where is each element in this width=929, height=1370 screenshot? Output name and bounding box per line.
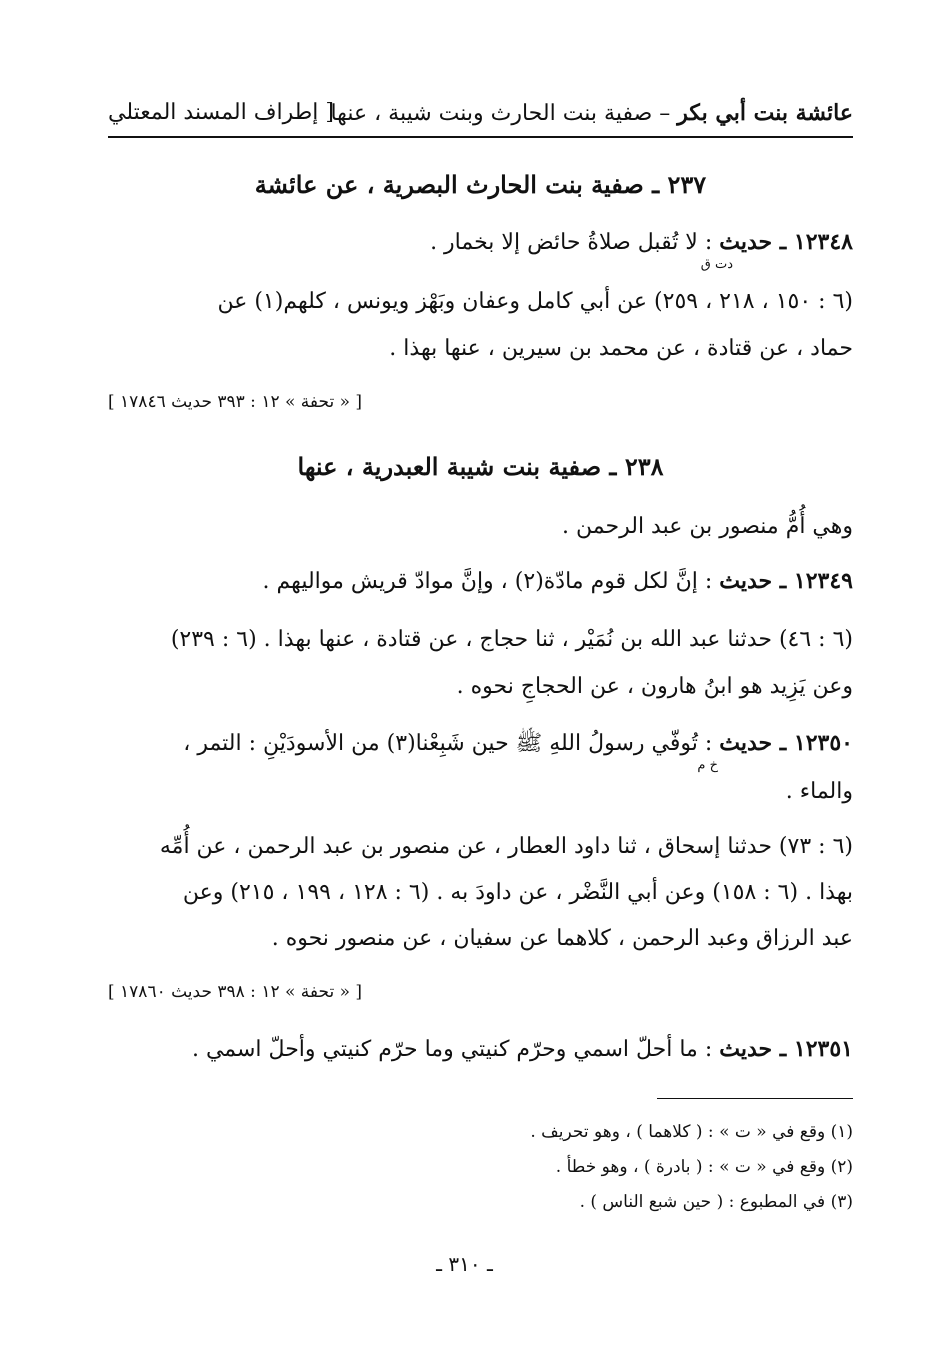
hadith-number: ١٢٣٤٨ ـ حديث <box>719 229 853 255</box>
tuhfa-reference-text: [ « تحفة » ١٢ : ٣٩٣ حديث ١٧٨٤٦ ] <box>108 392 363 412</box>
hadith-text: : تُوفّي رسولُ اللهِ ﷺ حين شَبِعْنا(٣) من الأسودَيْنِ : التمر ، <box>183 731 713 756</box>
hadith-sigla: خ م <box>697 758 718 773</box>
hadith-12350 <box>108 730 853 773</box>
header-book-title: [ إطراف المسند المعتلي <box>108 100 334 125</box>
running-header <box>108 96 853 138</box>
section-title-237: ٢٣٧ ـ صفية بنت الحارث البصرية ، عن عائشة <box>254 170 707 199</box>
footnote-1: (١) وقع في « ت » : ( كلاهما ) ، وهو تحريف . <box>530 1122 853 1142</box>
hadith-12351 <box>108 1036 853 1063</box>
hadith-number: ١٢٣٤٩ ـ حديث <box>719 568 853 594</box>
hadith-12348 <box>108 229 853 272</box>
tuhfa-reference <box>108 982 853 1002</box>
chain-line: (٦ : ٤٦) حدثنا عبد الله بن نُمَيْر ، ثنا حجاج ، عن قتادة ، عنها بهذا . (٦ : ٢٣٩) <box>170 627 853 652</box>
chain-line: عبد الرزاق وعبد الرحمن ، كلاهما عن سفيان ، عن منصور نحوه . <box>271 926 853 951</box>
hadith-number: ١٢٣٥١ ـ حديث <box>719 1036 853 1062</box>
hadith-text: : ما أحلّ اسمي وحرّم كنيتي وما حرّم كنيتي وأحلّ اسمي . <box>191 1037 713 1062</box>
tuhfa-reference-text: [ « تحفة » ١٢ : ٣٩٨ حديث ١٧٨٦٠ ] <box>108 982 363 1002</box>
hadith-continuation: والماء . <box>785 779 853 804</box>
section-title-238: ٢٣٨ ـ صفية بنت شيبة العبدرية ، عنها <box>297 452 664 481</box>
chain-line: (٦ : ١٥٠ ، ٢١٨ ، ٢٥٩) عن أبي كامل وعفان وبَهْز ويونس ، كلهم(١) عن <box>217 289 853 314</box>
hadith-text: : لا تُقبل صلاةُ حائض إلا بخمار . <box>430 230 713 255</box>
page-number: ـ ٣١٠ ـ <box>436 1252 493 1276</box>
hadith-text: : إنَّ لكل قوم مادّة(٢) ، وإنَّ موادّ قريش مواليهم . <box>262 569 713 594</box>
chain-line: حماد ، عن قتادة ، عن محمد بن سيرين ، عنها بهذا . <box>389 336 853 361</box>
chain-line: بهذا . (٦ : ١٥٨) وعن أبي النَّضْر ، عن داودَ به . (٦ : ١٢٨ ، ١٩٩ ، ٢١٥) وعن <box>182 880 853 905</box>
footnote-2: (٢) وقع في « ت » : ( بادرة ) ، وهو خطأ . <box>555 1157 853 1177</box>
tuhfa-reference <box>108 392 853 412</box>
chain-line: (٦ : ٧٣) حدثنا إسحاق ، ثنا داود العطار ، عن منصور بن عبد الرحمن ، عن أُمِّه <box>159 834 853 859</box>
footnote-3: (٣) في المطبوع : ( حين شبع الناس ) . <box>579 1192 853 1212</box>
header-title <box>330 100 853 126</box>
header-right-subtitle: – صفية بنت الحارث وبنت شيبة ، عنها <box>330 101 671 126</box>
section-intro: وهي أُمُّ منصور بن عبد الرحمن . <box>562 514 853 539</box>
header-right-title: عائشة بنت أبي بكر <box>677 100 853 126</box>
footnote-divider <box>657 1098 853 1099</box>
hadith-number: ١٢٣٥٠ ـ حديث <box>719 730 853 756</box>
hadith-sigla: دت ق <box>700 257 733 272</box>
hadith-12349 <box>108 568 853 595</box>
chain-line: وعن يَزِيد هو ابنُ هارون ، عن الحجاجِ نحوه . <box>456 674 853 699</box>
